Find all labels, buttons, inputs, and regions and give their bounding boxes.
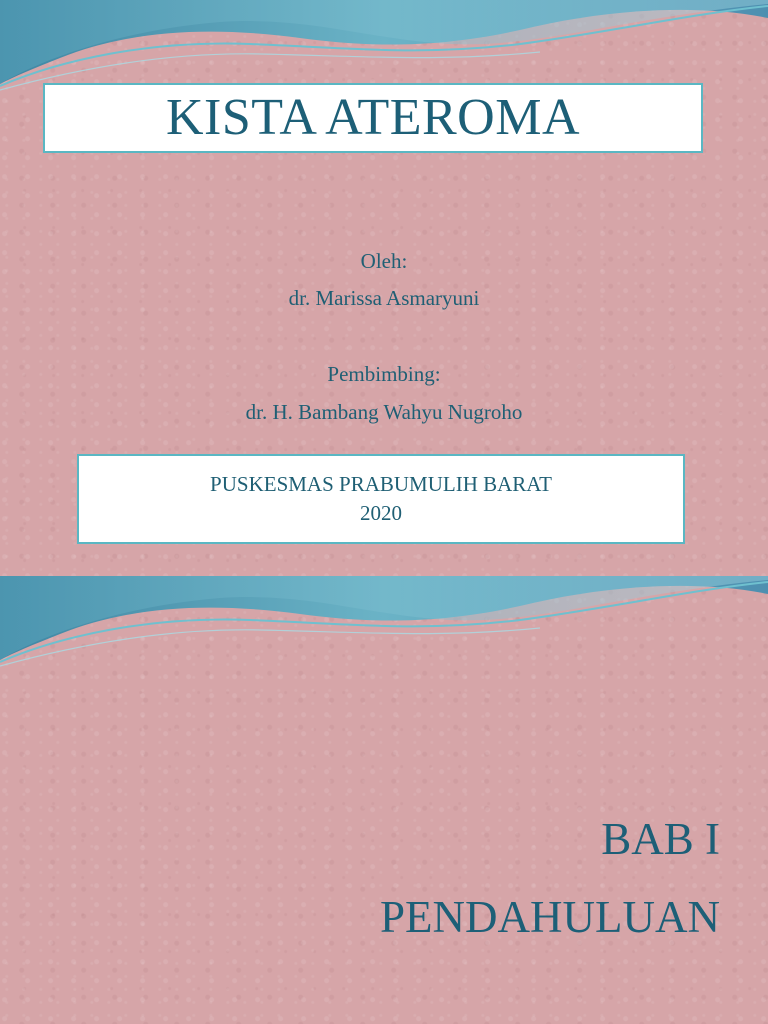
organization-name: PUSKESMAS PRABUMULIH BARAT [210, 472, 552, 496]
year: 2020 [360, 501, 402, 525]
advisor-label: Pembimbing: [327, 362, 441, 386]
author-name: dr. Marissa Asmaryuni [288, 286, 480, 310]
organization-box [77, 454, 685, 544]
chapter-title: PENDAHULUAN [380, 892, 720, 942]
advisor-name: dr. H. Bambang Wahyu Nugroho [245, 400, 523, 424]
decorative-wave-header [0, 576, 768, 686]
slide-title: KISTA ATEROMA [165, 89, 581, 146]
title-box [43, 83, 703, 153]
chapter-number: BAB I [601, 814, 720, 864]
author-label: Oleh: [360, 249, 408, 273]
chapter-slide [0, 576, 768, 1024]
